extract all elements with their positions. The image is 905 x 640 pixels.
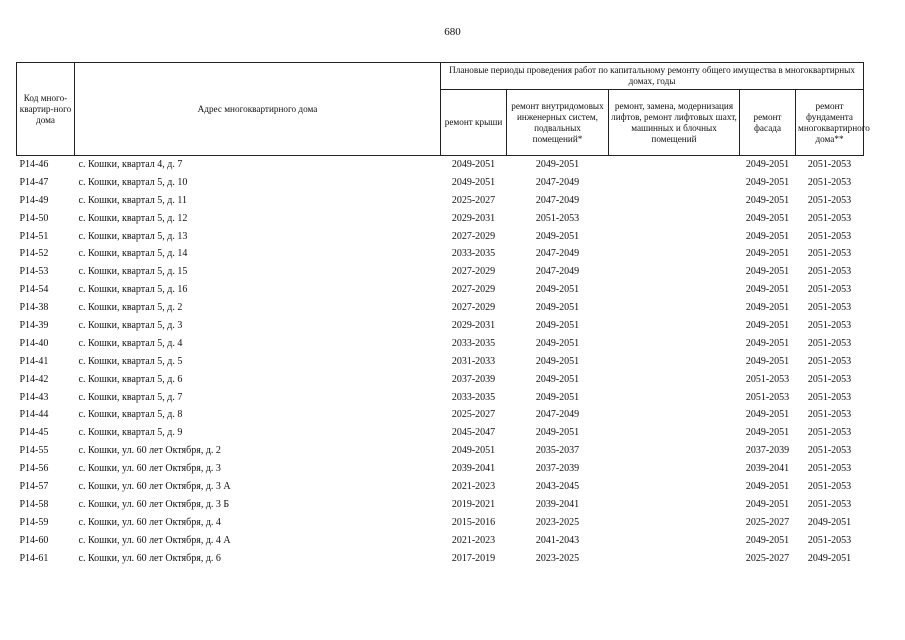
cell-foundation: 2051-2053	[807, 337, 852, 349]
cell-systems: 2039-2041	[535, 498, 580, 510]
cell-code: Р14-54	[19, 284, 49, 296]
cell-systems: 2049-2051	[535, 284, 580, 296]
cell-foundation: 2051-2053	[807, 445, 852, 457]
cell-address: с. Кошки, квартал 5, д. 8	[78, 409, 183, 421]
cell-foundation: 2051-2053	[807, 427, 852, 439]
cell-roof: 2033-2035	[451, 337, 496, 349]
cell-roof: 2031-2033	[451, 355, 496, 367]
cell-address: с. Кошки, квартал 5, д. 14	[78, 248, 188, 260]
cell-foundation: 2051-2053	[807, 194, 852, 206]
cell-facade: 2049-2051	[745, 319, 790, 331]
cell-facade: 2039-2041	[745, 463, 790, 475]
cell-lifts	[609, 406, 740, 424]
cell-lifts	[609, 532, 740, 550]
cell-roof: 2049-2051	[451, 158, 496, 170]
cell-roof: 2045-2047	[451, 427, 496, 439]
cell-foundation: 2051-2053	[807, 266, 852, 278]
cell-systems: 2049-2051	[535, 319, 580, 331]
table-row	[17, 406, 864, 424]
cell-systems: 2049-2051	[535, 337, 580, 349]
cell-code: Р14-57	[19, 480, 49, 492]
cell-systems: 2049-2051	[535, 230, 580, 242]
cell-foundation: 2051-2053	[807, 284, 852, 296]
cell-lifts	[609, 460, 740, 478]
cell-foundation: 2051-2053	[807, 373, 852, 385]
cell-lifts	[609, 389, 740, 407]
cell-roof: 2027-2029	[451, 284, 496, 296]
cell-foundation: 2051-2053	[807, 391, 852, 403]
cell-address: с. Кошки, квартал 5, д. 12	[78, 212, 188, 224]
table-row	[17, 156, 864, 174]
cell-roof: 2021-2023	[451, 480, 496, 492]
cell-roof: 2037-2039	[451, 373, 496, 385]
cell-code: Р14-47	[19, 176, 49, 188]
cell-systems: 2023-2025	[535, 516, 580, 528]
cell-address: с. Кошки, ул. 60 лет Октября, д. 6	[78, 552, 221, 564]
cell-lifts	[609, 424, 740, 442]
cell-systems: 2047-2049	[535, 409, 580, 421]
cell-facade: 2037-2039	[745, 445, 790, 457]
cell-roof: 2025-2027	[451, 409, 496, 421]
cell-lifts	[609, 228, 740, 246]
cell-systems: 2051-2053	[535, 212, 580, 224]
cell-address: с. Кошки, ул. 60 лет Октября, д. 2	[78, 445, 221, 457]
cell-address: с. Кошки, квартал 5, д. 7	[78, 391, 183, 403]
cell-address: с. Кошки, квартал 5, д. 5	[78, 355, 183, 367]
cell-roof: 2017-2019	[451, 552, 496, 564]
cell-lifts	[609, 317, 740, 335]
cell-facade: 2049-2051	[745, 355, 790, 367]
capital-repair-table	[16, 62, 870, 567]
cell-address: с. Кошки, ул. 60 лет Октября, д. 4 А	[78, 534, 231, 546]
cell-code: Р14-46	[19, 158, 49, 170]
cell-lifts	[609, 335, 740, 353]
header-planned-periods: Плановые периоды проведения работ по капитальному ремонту общего имущества в многоквартирных домах, годы	[441, 63, 864, 90]
table-row	[17, 263, 864, 281]
cell-foundation: 2051-2053	[807, 212, 852, 224]
cell-roof: 2027-2029	[451, 266, 496, 278]
cell-lifts	[609, 371, 740, 389]
table-row	[17, 550, 864, 568]
cell-code: Р14-39	[19, 319, 49, 331]
cell-lifts	[609, 263, 740, 281]
cell-facade: 2049-2051	[745, 498, 790, 510]
cell-roof: 2033-2035	[451, 391, 496, 403]
cell-facade: 2049-2051	[745, 194, 790, 206]
cell-code: Р14-55	[19, 445, 49, 457]
cell-systems: 2049-2051	[535, 373, 580, 385]
cell-roof: 2019-2021	[451, 498, 496, 510]
cell-facade: 2049-2051	[745, 284, 790, 296]
cell-lifts	[609, 550, 740, 568]
cell-roof: 2049-2051	[451, 445, 496, 457]
header-address: Адрес многоквартирного дома	[75, 63, 441, 156]
cell-foundation: 2051-2053	[807, 409, 852, 421]
cell-roof: 2027-2029	[451, 230, 496, 242]
cell-code: Р14-50	[19, 212, 49, 224]
cell-facade: 2049-2051	[745, 248, 790, 260]
cell-address: с. Кошки, квартал 5, д. 11	[78, 194, 188, 206]
cell-foundation: 2049-2051	[807, 516, 852, 528]
cell-foundation: 2051-2053	[807, 355, 852, 367]
cell-facade: 2049-2051	[745, 302, 790, 314]
table-row	[17, 353, 864, 371]
cell-facade: 2025-2027	[745, 552, 790, 564]
cell-systems: 2047-2049	[535, 176, 580, 188]
cell-foundation: 2051-2053	[807, 248, 852, 260]
cell-roof: 2021-2023	[451, 534, 496, 546]
table-row	[17, 317, 864, 335]
cell-lifts	[609, 299, 740, 317]
cell-foundation: 2051-2053	[807, 480, 852, 492]
cell-foundation: 2051-2053	[807, 534, 852, 546]
table-row	[17, 210, 864, 228]
cell-lifts	[609, 442, 740, 460]
cell-code: Р14-51	[19, 230, 49, 242]
cell-address: с. Кошки, квартал 5, д. 15	[78, 266, 188, 278]
table-body	[17, 156, 864, 568]
cell-lifts	[609, 210, 740, 228]
table-row	[17, 389, 864, 407]
cell-facade: 2049-2051	[745, 158, 790, 170]
cell-code: Р14-58	[19, 498, 49, 510]
cell-roof: 2015-2016	[451, 516, 496, 528]
header-code: Код много-квартир-ного дома	[17, 63, 75, 156]
cell-code: Р14-52	[19, 248, 49, 260]
cell-code: Р14-41	[19, 355, 49, 367]
header-facade: ремонт фасада	[740, 90, 796, 156]
cell-lifts	[609, 478, 740, 496]
cell-lifts	[609, 192, 740, 210]
cell-systems: 2049-2051	[535, 427, 580, 439]
cell-lifts	[609, 156, 740, 174]
cell-facade: 2049-2051	[745, 337, 790, 349]
cell-foundation: 2051-2053	[807, 319, 852, 331]
cell-address: с. Кошки, ул. 60 лет Октября, д. 3 А	[78, 480, 231, 492]
cell-code: Р14-59	[19, 516, 49, 528]
cell-roof: 2025-2027	[451, 194, 496, 206]
cell-lifts	[609, 245, 740, 263]
cell-code: Р14-61	[19, 552, 49, 564]
table-row	[17, 442, 864, 460]
cell-facade: 2025-2027	[745, 516, 790, 528]
table-row	[17, 496, 864, 514]
table-row	[17, 478, 864, 496]
cell-roof: 2027-2029	[451, 302, 496, 314]
cell-systems: 2047-2049	[535, 248, 580, 260]
table-row	[17, 228, 864, 246]
table-row	[17, 174, 864, 192]
cell-code: Р14-45	[19, 427, 49, 439]
cell-foundation: 2051-2053	[807, 176, 852, 188]
table-row	[17, 371, 864, 389]
cell-facade: 2049-2051	[745, 480, 790, 492]
cell-roof: 2039-2041	[451, 463, 496, 475]
cell-lifts	[609, 174, 740, 192]
cell-lifts	[609, 281, 740, 299]
cell-roof: 2033-2035	[451, 248, 496, 260]
cell-address: с. Кошки, квартал 5, д. 3	[78, 319, 183, 331]
cell-lifts	[609, 514, 740, 532]
cell-address: с. Кошки, квартал 5, д. 13	[78, 230, 188, 242]
cell-code: Р14-53	[19, 266, 49, 278]
cell-facade: 2049-2051	[745, 212, 790, 224]
cell-systems: 2035-2037	[535, 445, 580, 457]
cell-foundation: 2051-2053	[807, 158, 852, 170]
cell-code: Р14-42	[19, 373, 49, 385]
cell-facade: 2049-2051	[745, 534, 790, 546]
cell-systems: 2049-2051	[535, 158, 580, 170]
cell-foundation: 2049-2051	[807, 552, 852, 564]
cell-code: Р14-43	[19, 391, 49, 403]
header-lifts: ремонт, замена, модернизация лифтов, ремонт лифтовых шахт, машинных и блочных помещений	[609, 90, 740, 156]
cell-roof: 2049-2051	[451, 176, 496, 188]
cell-code: Р14-44	[19, 409, 49, 421]
cell-address: с. Кошки, квартал 5, д. 16	[78, 284, 188, 296]
cell-systems: 2041-2043	[535, 534, 580, 546]
page-number: 680	[444, 26, 461, 38]
cell-address: с. Кошки, квартал 5, д. 9	[78, 427, 183, 439]
cell-address: с. Кошки, ул. 60 лет Октября, д. 4	[78, 516, 221, 528]
cell-systems: 2049-2051	[535, 355, 580, 367]
cell-facade: 2051-2053	[745, 373, 790, 385]
cell-code: Р14-56	[19, 463, 49, 475]
cell-foundation: 2051-2053	[807, 463, 852, 475]
cell-foundation: 2051-2053	[807, 302, 852, 314]
cell-facade: 2049-2051	[745, 176, 790, 188]
table-header	[17, 63, 870, 156]
cell-address: с. Кошки, квартал 5, д. 10	[78, 176, 188, 188]
cell-systems: 2023-2025	[535, 552, 580, 564]
cell-lifts	[609, 353, 740, 371]
cell-address: с. Кошки, квартал 5, д. 6	[78, 373, 183, 385]
cell-address: с. Кошки, квартал 4, д. 7	[78, 158, 183, 170]
cell-lifts	[609, 496, 740, 514]
cell-facade: 2049-2051	[745, 427, 790, 439]
header-roof: ремонт крыши	[441, 90, 507, 156]
cell-roof: 2029-2031	[451, 319, 496, 331]
table-row	[17, 514, 864, 532]
cell-systems: 2047-2049	[535, 266, 580, 278]
table-row	[17, 460, 864, 478]
cell-facade: 2051-2053	[745, 391, 790, 403]
cell-roof: 2029-2031	[451, 212, 496, 224]
cell-systems: 2049-2051	[535, 302, 580, 314]
cell-address: с. Кошки, ул. 60 лет Октября, д. 3	[78, 463, 221, 475]
cell-code: Р14-60	[19, 534, 49, 546]
cell-address: с. Кошки, квартал 5, д. 4	[78, 337, 183, 349]
cell-code: Р14-40	[19, 337, 49, 349]
table-row	[17, 245, 864, 263]
cell-facade: 2049-2051	[745, 409, 790, 421]
header-foundation: ремонт фундамента многоквартирного дома**	[796, 90, 864, 156]
cell-code: Р14-49	[19, 194, 49, 206]
header-systems: ремонт внутридомовых инженерных систем, подвальных помещений*	[507, 90, 609, 156]
cell-address: с. Кошки, ул. 60 лет Октября, д. 3 Б	[78, 498, 230, 510]
table-row	[17, 335, 864, 353]
table-row	[17, 192, 864, 210]
cell-systems: 2047-2049	[535, 194, 580, 206]
cell-systems: 2043-2045	[535, 480, 580, 492]
table-row	[17, 532, 864, 550]
cell-address: с. Кошки, квартал 5, д. 2	[78, 302, 183, 314]
cell-foundation: 2051-2053	[807, 230, 852, 242]
table-row	[17, 281, 864, 299]
cell-systems: 2037-2039	[535, 463, 580, 475]
cell-facade: 2049-2051	[745, 266, 790, 278]
table-row	[17, 424, 864, 442]
cell-systems: 2049-2051	[535, 391, 580, 403]
table-row	[17, 299, 864, 317]
cell-foundation: 2051-2053	[807, 498, 852, 510]
cell-facade: 2049-2051	[745, 230, 790, 242]
cell-code: Р14-38	[19, 302, 49, 314]
